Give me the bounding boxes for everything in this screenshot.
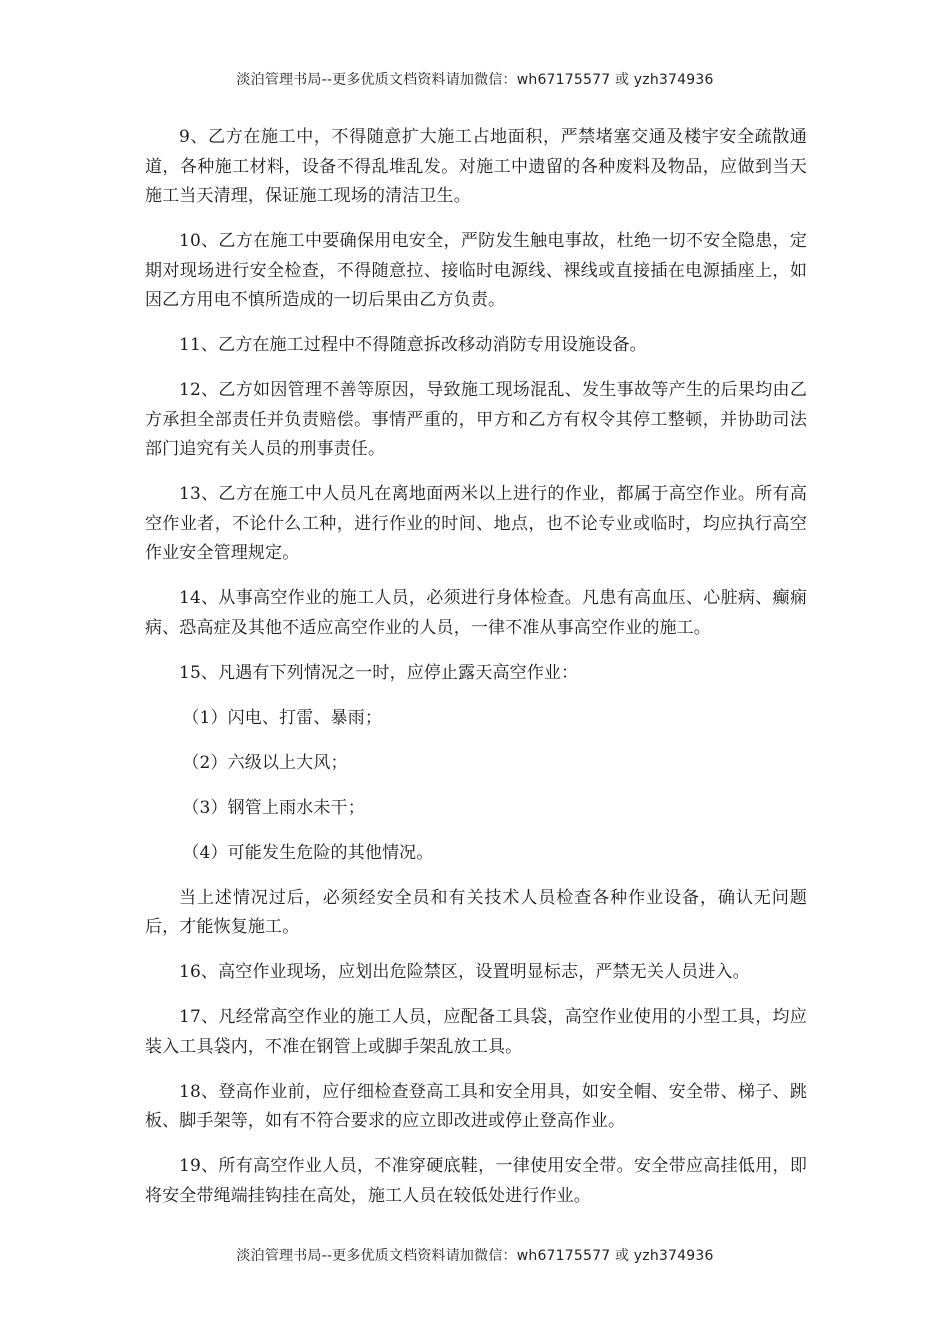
- paragraph-item-10: 10、乙方在施工中要确保用电安全，严防发生触电事故，杜绝一切不安全隐患，定期对现场进行安全检查，不得随意拉、接临时电源线、裸线或直接插在电源插座上，如因乙方用电不慎所造成的一切后果由乙方负责。: [145, 231, 807, 310]
- sub-item-4: （4）可能发生危险的其他情况。: [182, 842, 434, 863]
- page-footer: 淡泊管理书局--更多优质文档资料请加微信：wh67175577 或 yzh374936: [236, 1248, 714, 1264]
- page-header: 淡泊管理书局--更多优质文档资料请加微信：wh67175577 或 yzh374936: [236, 72, 714, 88]
- paragraph-item-17: 17、凡经常高空作业的施工人员，应配备工具袋，高空作业使用的小型工具，均应装入工具袋内，不准在钢管上或脚手架乱放工具。: [145, 1007, 807, 1057]
- paragraph-item-18: 18、登高作业前，应仔细检查登高工具和安全用具，如安全帽、安全带、梯子、跳板、脚手架等，如有不符合要求的应立即改进或停止登高作业。: [145, 1081, 807, 1131]
- paragraph-item-16: 16、高空作业现场，应划出危险禁区，设置明显标志，严禁无关人员进入。: [179, 962, 750, 982]
- paragraph-item-15: 15、凡遇有下列情况之一时，应停止露天高空作业：: [179, 662, 579, 683]
- paragraph-item-13: 13、乙方在施工中人员凡在离地面两米以上进行的作业，都属于高空作业。所有高空作业者，不论什么工种，进行作业的时间、地点，也不论专业或临时，均应执行高空作业安全管理规定。: [145, 484, 807, 563]
- paragraph-item-12: 12、乙方如因管理不善等原因，导致施工现场混乱、发生事故等产生的后果均由乙方承担全部责任并负责赔偿。事情严重的，甲方和乙方有权令其停工整顿，并协助司法部门追究有关人员的刑事责任。: [145, 380, 807, 459]
- sub-item-1: （1）闪电、打雷、暴雨；: [182, 707, 383, 728]
- sub-item-3: （3）钢管上雨水未干；: [182, 797, 365, 818]
- paragraph-resume-note: 当上述情况过后，必须经安全员和有关技术人员检查各种作业设备，确认无问题后，才能恢复施工。: [145, 887, 807, 937]
- paragraph-item-9: 9、乙方在施工中，不得随意扩大施工占地面积，严禁堵塞交通及楼宇安全疏散通道，各种施工材料，设备不得乱堆乱发。对施工中遗留的各种废料及物品，应做到当天施工当天清理，保证施工现场的清洁卫生。: [145, 127, 807, 206]
- document-body: [145, 123, 807, 1227]
- paragraph-item-19: 19、所有高空作业人员，不准穿硬底鞋，一律使用安全带。安全带应高挂低用，即将安全带绳端挂钩挂在高处，施工人员在较低处进行作业。: [145, 1156, 807, 1206]
- sub-item-2: （2）六级以上大风；: [182, 752, 348, 773]
- paragraph-item-14: 14、从事高空作业的施工人员，必须进行身体检查。凡患有高血压、心脏病、癫痫病、恐高症及其他不适应高空作业的人员，一律不准从事高空作业的施工。: [145, 588, 807, 638]
- paragraph-item-11: 11、乙方在施工过程中不得随意拆改移动消防专用设施设备。: [179, 335, 647, 355]
